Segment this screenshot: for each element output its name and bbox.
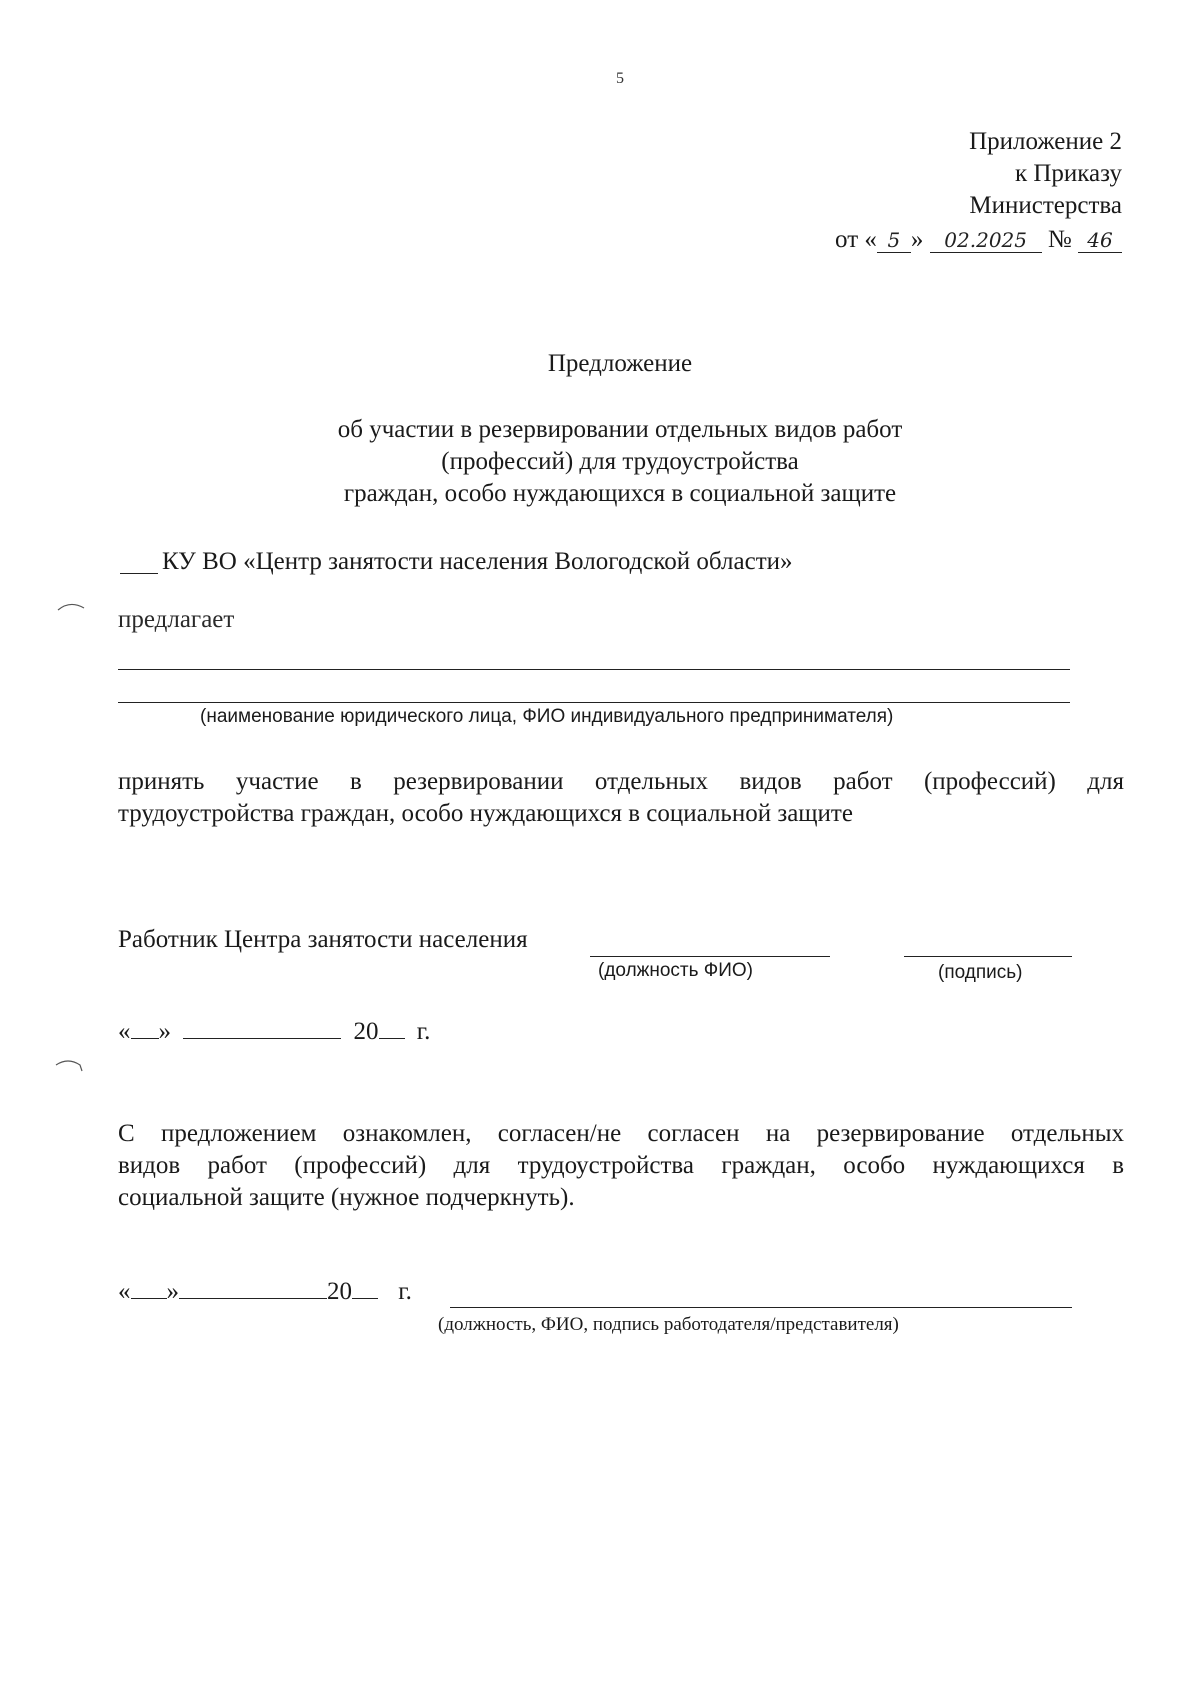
- date1-open-quote: «: [118, 1018, 131, 1045]
- date-mid: »: [910, 226, 924, 253]
- number-label: №: [1047, 226, 1072, 253]
- date1-day-blank: [131, 1038, 159, 1039]
- date2-month-blank: [179, 1298, 327, 1299]
- date2-day-blank: [131, 1298, 167, 1299]
- offers-label: предлагает: [118, 606, 235, 633]
- subtitle-line-1: об участии в резервировании отдельных видов работ: [337, 416, 903, 443]
- entity-blank-line-1: [118, 669, 1070, 670]
- organization-lead-line: [120, 573, 158, 574]
- date1-year-blank: [379, 1038, 405, 1039]
- date-prefix: от «: [835, 226, 877, 253]
- appendix-date-line: [835, 224, 1122, 256]
- employee-position-caption: (должность ФИО): [598, 960, 754, 981]
- employee-signature-line: [904, 956, 1072, 957]
- ack-line-3: социальной защите (нужное подчеркнуть).: [118, 1184, 575, 1211]
- ack-line-2: видов работ (профессий) для трудоустройства граждан, особо нуждающихся в: [118, 1152, 1124, 1179]
- ack-line-1: С предложением ознакомлен, согласен/не согласен на резервирование отдельных: [118, 1120, 1124, 1147]
- appendix-line-1: Приложение 2: [969, 128, 1122, 155]
- date2-open-quote: «: [118, 1278, 131, 1305]
- document-subtitle: [0, 414, 1200, 510]
- date1-year-suffix: г.: [416, 1018, 431, 1045]
- employee-position-line: [590, 956, 830, 957]
- employee-label: Работник Центра занятости населения: [118, 926, 528, 953]
- subtitle-line-2: (профессий) для трудоустройства: [441, 448, 799, 475]
- date-line-1: [118, 1018, 430, 1046]
- date2-year-suffix: г.: [398, 1278, 412, 1305]
- document-title: Предложение: [547, 350, 693, 377]
- date-day-handwritten: 5: [887, 228, 901, 252]
- date1-year: 20: [353, 1018, 379, 1045]
- employee-signature-caption: (подпись): [938, 962, 1023, 983]
- number-field: [1078, 228, 1122, 253]
- appendix-line-2: к Приказу: [1014, 160, 1122, 187]
- date2-close-quote: »: [166, 1278, 179, 1305]
- appendix-block: [835, 126, 1122, 256]
- date-line-2: [118, 1278, 412, 1306]
- date-monthyear-field: [930, 228, 1042, 253]
- entity-caption: (наименование юридического лица, ФИО индивидуального предпринимателя): [200, 706, 894, 727]
- subtitle-line-3: граждан, особо нуждающихся в социальной защите: [343, 480, 897, 507]
- organization-name: КУ ВО «Центр занятости населения Вологодской области»: [162, 548, 793, 575]
- scan-margin-mark: [54, 1055, 86, 1075]
- date2-year: 20: [327, 1278, 352, 1305]
- body-line-1: принять участие в резервировании отдельных видов работ (профессий) для: [118, 768, 1124, 795]
- entity-blank-line-2: [118, 702, 1070, 703]
- body-line-2: трудоустройства граждан, особо нуждающихся в социальной защите: [118, 800, 853, 827]
- page-number: 5: [616, 70, 624, 87]
- date1-close-quote: »: [158, 1018, 171, 1045]
- scan-margin-mark: [56, 598, 88, 616]
- appendix-line-3: Министерства: [969, 192, 1122, 219]
- date1-month-blank: [183, 1038, 341, 1039]
- employer-signature-line: [450, 1307, 1072, 1308]
- date-monthyear-handwritten: 02.2025: [944, 228, 1027, 252]
- employer-caption: (должность, ФИО, подпись работодателя/представителя): [438, 1314, 899, 1335]
- number-handwritten: 46: [1087, 228, 1113, 252]
- date-day-field: [877, 228, 911, 253]
- date2-year-blank: [352, 1298, 378, 1299]
